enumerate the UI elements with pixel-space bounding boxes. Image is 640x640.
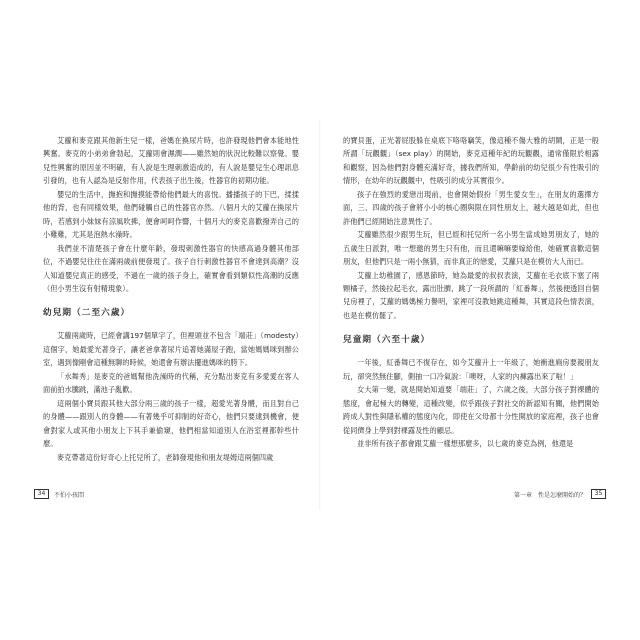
paragraph: 女大第一變，就是開始知道要「端莊」了，六歲之後，大部分孩子對裸體的態度，會起極大的轉變，這種改變，似乎跟孩子對社交的新認知有關，他們開始跨成人對性與隱私權的態度內化，即使在父母都十分性開放的家庭裡，孩子也會從同儕身上學到對裸露及性的顧忌。 [343, 385, 599, 435]
paragraph: 艾蘿兩歲時，已經會講197個單字了，但裡頭並不包含「端莊」（modesty）這個字，她最愛光著身子，讓老爸拿著尿片追著她滿屋子跑，當她媽媽咪到辦公室，遇到像剛會這種無聊的時候，她還會有辦法擺進媽咪的胯下。 [43, 331, 299, 368]
page-number: 34 [34, 489, 49, 499]
paragraph: 的寶貝蛋，正光著屁股躲在桌底下咯咯竊笑，像這種不傷大雅的胡鬧，正是一般所謂「玩觀觀」（sex play）的開始，麥克這種年紀的玩觀觀，通常僅限於相露和觀察，因為他們對身體充滿好奇，據我們所知，學齡前的幼兒很少有性吸引的情形，在幼年的玩觀觀中，性吸引的成分其實很少。 [343, 136, 599, 186]
paragraph: 嬰兒的生活中，撫抱和撫摸能帶給他們最大的喜悅。播播孩子的下巴，揉揉他的背，也有同樣效果，他們碰觸自己的性器官亦然。八個月大的艾蘿在換尿片時，若感到小妹妹有涼風吹拂，便會呵呵作響，十個月大的麥克喜歡撥弄自己的小雞雞，尤其是泡熱水澡時。 [43, 189, 299, 240]
left-page-body [43, 134, 299, 464]
paragraph: 一年後，紅番舞已不復存在，如今艾蘿升上一年級了，她衝進廁房要親朋友玩，卻突然無住腳，側抽一口冷氣說：「噢呀，人家的內褲露出來了啦！」 [343, 358, 599, 381]
paragraph: 艾蘿和麥克跟其他新生兒一樣，爸媽在換尿片時，也許發現他們會本能地性興奮。麥克的小弟弟會勃起，艾蘿則會濕潤——雖然她的狀況比較難以察覺。嬰兒性興奮的原因並不明確，有人說是生理刺激造成的，有人說是嬰兒生心理訊息引發的，也有人認為是反射作用，代表孩子出生後，性器官的初期功能。 [43, 136, 299, 186]
paragraph: 並非所有孩子都會跟艾蘿一樣想那麼多，以七歲的麥克為例，他還是 [357, 439, 574, 449]
paragraph: 這兩個小寶貝跟其他大部分兩三歲的孩子一樣，超愛光著身體，而且對自己的身體——跟別人的身體——有著幾乎可抑制的好奇心，他們只要逮到機會，便會對家人或其他小朋友上下其手兼偷窺，他們相當知道別人在浴室裡都幹些什麼。 [43, 398, 299, 449]
paragraph: 孩子在強烈的愛戀出現前，也會開始假扮「男生愛女生」，在朋友的選擇方面，三、四歲的孩子會將小小的核心圈與限在同性朋友上，越大越是如此，但也許他們已經開始注意異性了。 [343, 189, 599, 226]
left-footer [34, 488, 89, 500]
left-page [43, 134, 299, 464]
running-footer: 不怕小孩問 [54, 491, 85, 499]
right-page-body [343, 134, 599, 451]
paragraph: 麥克帶著這份好奇心上托兒所了，老師發現他和朋友堤姆這兩個四歲 [57, 452, 274, 462]
page-gutter [319, 120, 321, 510]
paragraph: 艾蘿上幼稚園了，感恩節時，她為最愛的叔叔表演，艾蘿在毛衣底下塞了兩顆橘子，然後拉起毛衣，露出肚臍，跳了一段所謂的「紅番舞」，然後便透回自個兒房裡了，艾蘿的媽媽極力譽明，家裡可沒教她跳這種舞，其實這段色情表演，也是在模仿罷了。 [343, 270, 599, 320]
running-footer: 第一章 性是怎麼開始的？ [513, 491, 586, 499]
right-footer [509, 488, 606, 500]
paragraph: 艾蘿雖然很少跟男生玩，但已經和托兒所一名小男生當成她男朋友了，她的五歲生日派對，唯一想邀的男生只有他，而且還嘛嘛要嫁給他，她確實喜歡這個朋友，但他們只是一兩小無猜，而非真正的戀愛，艾蘿只是在模仿大人而已。 [343, 230, 599, 267]
section-heading: 兒童期（六至十歲） [343, 335, 431, 346]
paragraph: 「水舞秀」是麥克的爸媽幫他洗澡時的代稱，充分點出麥克有多愛愛在客人面前拍水騰跳，滿池子亂歡。 [43, 371, 299, 395]
right-page [343, 134, 599, 451]
section-heading: 幼兒期（二至六歲） [43, 308, 131, 319]
page-number: 35 [591, 489, 606, 499]
paragraph: 我們並不清楚孩子會在什麼年齡，發現刺激性器官的快感高過身體其他部位，不過嬰兒往往在滿兩歲前便發現了。孩子自行刺激性器官不會達到高潮？沒人知道嬰兒真正的感受，不過在一歲的孩子身上，確實會看到類似性高潮的反應（但小男生沒有射精現象）。 [43, 243, 299, 293]
